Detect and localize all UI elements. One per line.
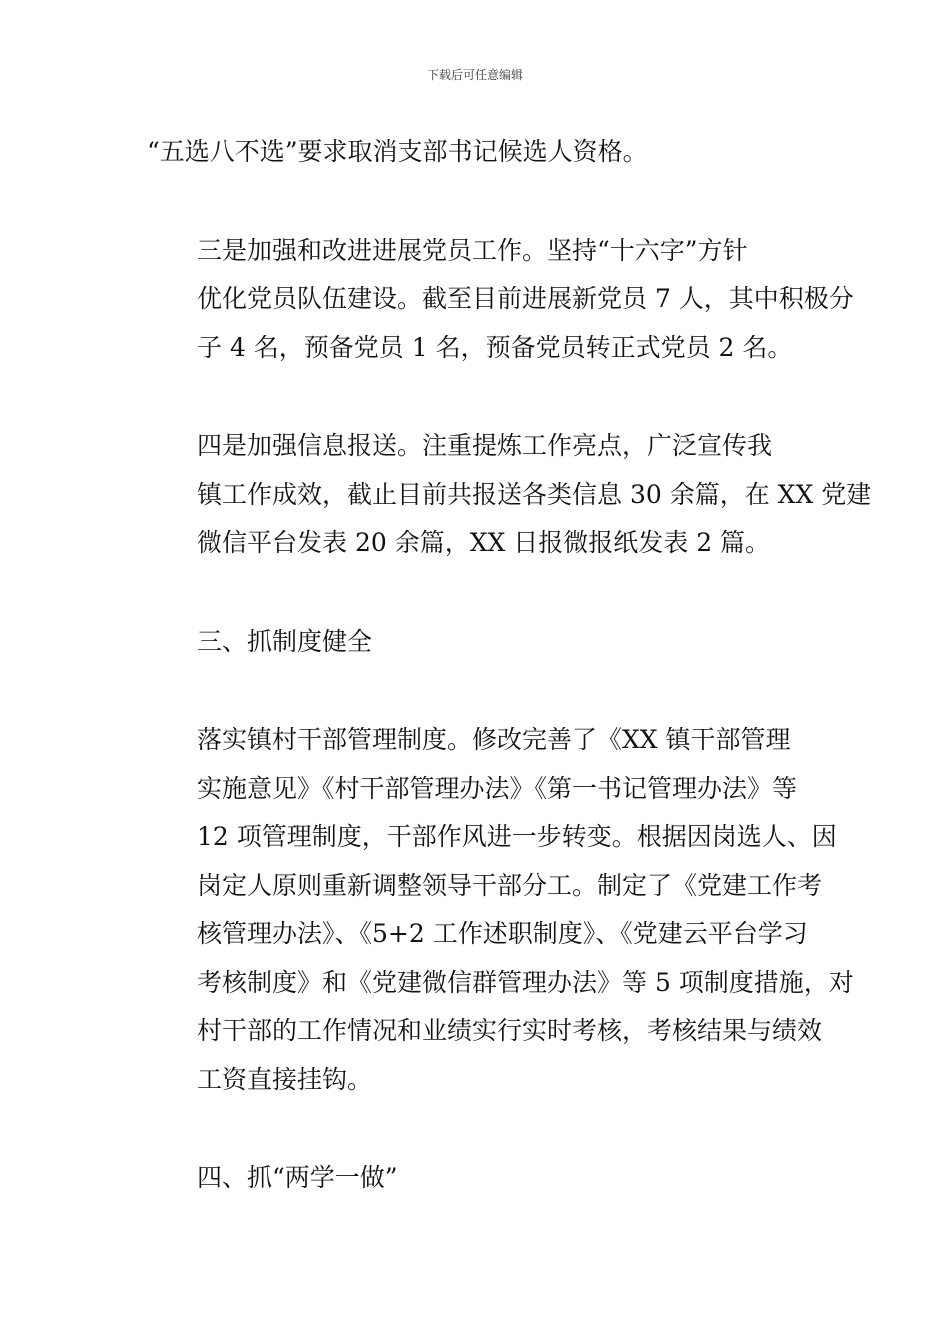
text-line: 镇工作成效，截止目前共报送各类信息 30 余篇，在 XX 党建 <box>197 479 872 509</box>
paragraph-party-member-work <box>147 227 854 373</box>
text-line: “五选八不选”要求取消支部书记候选人资格。 <box>147 137 648 166</box>
document-body <box>147 128 872 1203</box>
section-heading-system <box>147 618 807 667</box>
text-line: 岗定人原则重新调整领导干部分工。制定了《党建工作考 <box>197 870 823 900</box>
text-line: 村干部的工作情况和业绩实行实时考核，考核结果与绩效 <box>197 1016 823 1045</box>
heading-line: 四、抓“两学一做” <box>197 1163 398 1192</box>
page-header-note: 下载后可任意编辑 <box>426 68 523 82</box>
text-line: 优化党员队伍建设。截至目前进展新党员 7 人，其中积极分 <box>197 284 854 313</box>
text-line: 12 项管理制度，干部作风进一步转变。根据因岗选人、因 <box>197 822 837 851</box>
heading-line: 三、抓制度健全 <box>197 626 373 656</box>
paragraph-management-system <box>147 716 854 1104</box>
text-line: 子 4 名，预备党员 1 名，预备党员转正式党员 2 名。 <box>197 332 793 362</box>
text-line: 落实镇村干部管理制度。修改完善了《XX 镇干部管理 <box>197 725 791 754</box>
text-line: 实施意见》《村干部管理办法》《第一书记管理办法》等 <box>197 773 798 803</box>
section-heading-two-studies <box>147 1154 807 1203</box>
paragraph-information-reporting <box>147 422 872 568</box>
text-line: 三是加强和改进进展党员工作。坚持“十六字”方针 <box>197 235 748 265</box>
text-line: 考核制度》和《党建微信群管理办法》等 5 项制度措施，对 <box>197 967 854 997</box>
text-line: 四是加强信息报送。注重提炼工作亮点，广泛宣传我 <box>197 431 773 460</box>
paragraph-continuation <box>147 128 807 177</box>
text-line: 微信平台发表 20 余篇，XX 日报微报纸发表 2 篇。 <box>197 528 771 557</box>
text-line: 核管理办法》、《5+2 工作述职制度》、《党建云平台学习 <box>197 919 808 948</box>
text-line: 工资直接挂钩。 <box>197 1064 373 1094</box>
